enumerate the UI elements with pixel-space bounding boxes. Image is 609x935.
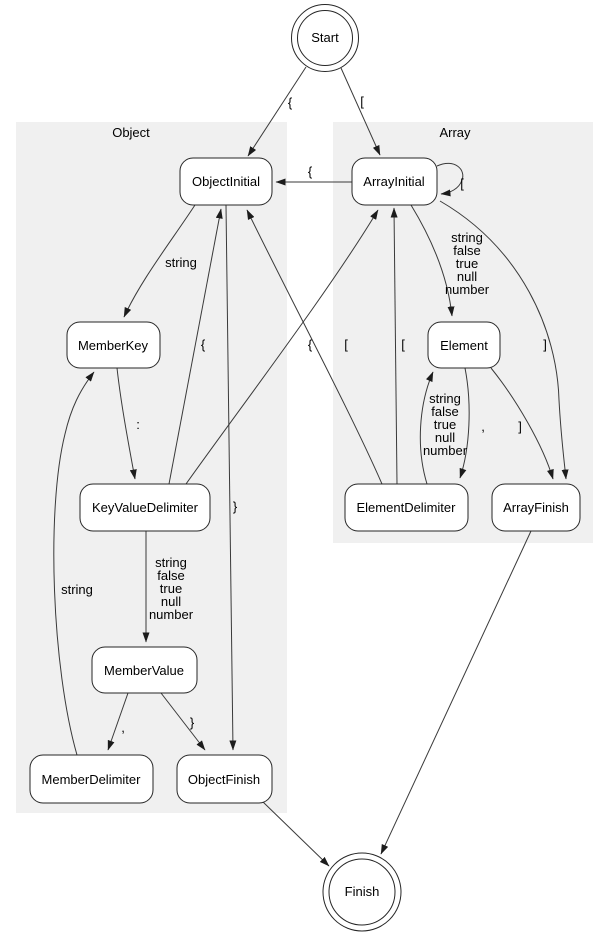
edge-label-token: number <box>444 282 490 297</box>
state-finish <box>323 853 401 931</box>
edge-label-token: string <box>451 230 483 245</box>
group-array-label: Array <box>439 125 471 140</box>
state-finish-label: Finish <box>344 884 380 899</box>
state-arrayinitial-label: ArrayInitial <box>363 174 425 189</box>
edge-label-arrayinitial-objectinitial: { <box>307 164 313 179</box>
edge-label-arrayinitial-arrayfinish: ] <box>543 337 547 352</box>
edge-label-keyvaluedelimiter-arrayinitial: [ <box>344 337 348 352</box>
edge-arrayfinish-to-finish <box>381 531 531 854</box>
edge-label-token: number <box>422 443 468 458</box>
edge-label-token: number <box>148 607 194 622</box>
group-object-region <box>16 122 287 813</box>
state-start <box>292 5 359 72</box>
group-object-label: Object <box>112 125 150 140</box>
edge-label-token: true <box>159 581 183 596</box>
state-memberkey <box>67 322 160 368</box>
edge-label-membervalue-objectfinish: } <box>189 715 195 730</box>
state-objectinitial <box>180 158 272 205</box>
state-arrayinitial <box>352 158 437 205</box>
state-element-label: Element <box>440 338 488 353</box>
state-keyvaluedelimiter-label: KeyValueDelimiter <box>92 500 198 515</box>
state-arrayfinish-label: ArrayFinish <box>503 500 569 515</box>
edge-label-keyvaluedelimiter-objectinitial: { <box>200 337 206 352</box>
edge-label-memberdelimiter-memberkey: string <box>61 582 93 597</box>
edge-label-token: false <box>431 404 459 419</box>
edge-label-objectinitial-memberkey: string <box>165 255 197 270</box>
state-memberkey-label: MemberKey <box>77 338 149 353</box>
edge-label-start-arrayinitial: [ <box>360 94 364 109</box>
state-memberdelimiter <box>30 755 153 803</box>
edge-label-token: false <box>453 243 481 258</box>
state-keyvaluedelimiter <box>80 484 210 531</box>
edge-label-element-elementdelimiter: , <box>481 419 485 434</box>
state-start-label: Start <box>311 30 339 45</box>
edge-label-token: string <box>155 555 187 570</box>
edge-objectfinish-to-finish <box>262 801 329 866</box>
state-memberdelimiter-label: MemberDelimiter <box>41 772 141 787</box>
state-objectinitial-label: ObjectInitial <box>192 174 260 189</box>
edge-label-token: true <box>433 417 457 432</box>
edge-label-token: null <box>456 269 478 284</box>
edge-label-token: string <box>429 391 461 406</box>
edge-label-token: true <box>455 256 479 271</box>
edge-label-token: false <box>157 568 185 583</box>
edge-label-element-arrayfinish: ] <box>518 419 522 434</box>
edge-label-elementdelimiter-arrayinitial: [ <box>401 337 405 352</box>
edge-label-elementdelimiter-objectinitial: { <box>307 337 313 352</box>
state-arrayfinish <box>492 484 580 531</box>
state-elementdelimiter-label: ElementDelimiter <box>356 500 456 515</box>
state-element <box>428 322 500 368</box>
state-elementdelimiter <box>345 484 468 531</box>
edge-label-arrayinitial-self-loop: [ <box>460 176 464 191</box>
state-membervalue <box>92 647 197 693</box>
edge-label-token: null <box>160 594 182 609</box>
edge-label-objectinitial-objectfinish: } <box>232 499 238 514</box>
edge-label-token: null <box>434 430 456 445</box>
state-objectfinish-label: ObjectFinish <box>187 772 261 787</box>
edge-label-memberkey-keyvaluedelimiter: : <box>136 417 140 432</box>
state-membervalue-label: MemberValue <box>104 663 184 678</box>
state-objectfinish <box>177 755 272 803</box>
edge-label-membervalue-memberdelimiter: , <box>121 720 125 735</box>
edge-label-start-objectinitial: { <box>287 95 293 110</box>
